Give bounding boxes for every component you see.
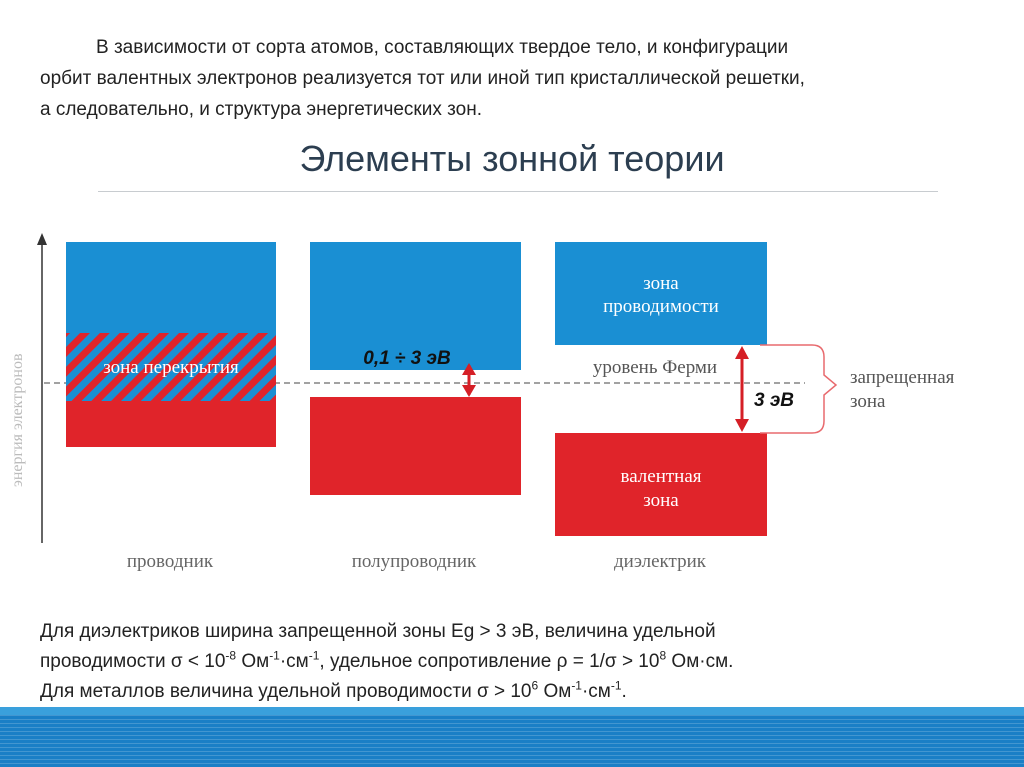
semiconductor-gap-label: 0,1 ÷ 3 эВ	[363, 348, 451, 369]
footer-line-2-e: Ом·см.	[666, 651, 734, 672]
footer-line-2-sup-3: -1	[308, 648, 320, 663]
footer-line-2-sup-4: 8	[659, 648, 667, 663]
footer-line-2-sup-2: -1	[269, 648, 280, 663]
category-dielectric: диэлектрик	[614, 551, 706, 572]
footer-line-3-b: Ом	[538, 681, 572, 702]
footer-line-2	[40, 647, 1000, 677]
footer-paragraph	[40, 617, 1000, 707]
conduction-band-label-2: проводимости	[603, 296, 719, 317]
bottom-decor-band	[0, 707, 1024, 767]
footer-line-3-sup-2: -1	[571, 678, 582, 693]
forbidden-zone-bracket	[760, 345, 836, 433]
intro-line-1: В зависимости от сорта атомов, составляющих твердое тело, и конфигурации	[96, 37, 789, 58]
footer-line-1: Для диэлектриков ширина запрещенной зоны Eg > 3 эВ, величина удельной	[40, 621, 716, 642]
dielectric-gap-arrowhead-bottom	[735, 419, 749, 432]
footer-line-3-sup-3: -1	[610, 678, 622, 693]
forbidden-zone-label-2: зона	[850, 391, 886, 412]
dielectric-gap-label: 3 эВ	[753, 390, 795, 411]
category-conductor: проводник	[126, 551, 214, 572]
footer-line-3-c: ·см	[581, 681, 611, 702]
footer-line-2-a: проводимости σ < 10	[40, 651, 226, 672]
footer-line-2-c: ·см	[279, 651, 309, 672]
bottom-decor-accent	[0, 707, 1024, 715]
page-title: Элементы зонной теории	[299, 138, 725, 179]
conductor-conduction-band	[66, 242, 276, 333]
fermi-level-label: уровень Ферми	[592, 357, 718, 378]
y-axis-arrowhead	[37, 233, 47, 245]
intro-line-2: орбит валентных электронов реализуется тот или иной тип кристаллической решетки,	[40, 68, 805, 89]
dielectric-gap-arrowhead-top	[735, 346, 749, 359]
overlap-zone-label: зона перекрытия	[103, 357, 239, 378]
conductor-valence-band	[66, 401, 276, 447]
footer-line-2-sup-1: -8	[225, 648, 237, 663]
y-axis-label: энергия электронов	[9, 353, 26, 487]
footer-line-3-a: Для металлов величина удельной проводимости σ > 10	[40, 681, 532, 702]
valence-band-label-2: зона	[643, 490, 679, 511]
footer-line-3	[40, 677, 1000, 707]
valence-band-label-1: валентная	[620, 466, 702, 487]
footer-line-3-sup-1: 6	[531, 678, 539, 693]
category-semiconductor: полупроводник	[351, 551, 477, 572]
semiconductor-valence-band	[310, 397, 521, 495]
footer-line-2-d: , удельное сопротивление ρ = 1/σ > 10	[319, 651, 660, 672]
intro-paragraph	[40, 32, 995, 125]
footer-line-2-b: Ом	[236, 651, 270, 672]
forbidden-zone-label-1: запрещенная	[850, 367, 955, 388]
title-divider	[98, 191, 938, 192]
intro-line-3: а следовательно, и структура энергетических зон.	[40, 99, 482, 120]
footer-line-3-d: .	[621, 681, 627, 702]
band-diagram	[0, 225, 1024, 585]
conduction-band-label-1: зона	[643, 273, 679, 294]
semiconductor-gap-arrowhead-bottom	[462, 385, 476, 397]
